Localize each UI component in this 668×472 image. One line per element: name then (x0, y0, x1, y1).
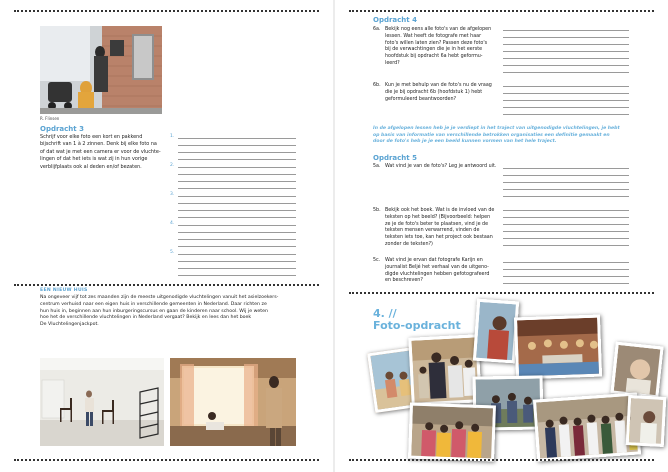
intro-paragraph (373, 126, 663, 146)
question-5b (373, 208, 503, 249)
answer-line[interactable] (178, 145, 296, 146)
box-line: hun huis in, beginnen aan hun inburgeringscursus en gaan de kinderen naar school. Wij je weten (40, 308, 268, 314)
section-number: 4. // (373, 307, 397, 320)
answer-line[interactable] (503, 86, 629, 87)
answer-number: 2. (170, 163, 175, 168)
question-line: digde vluchtelingen hebben gefotografeerd (385, 271, 490, 277)
question-number: 5b. (373, 208, 381, 213)
answer-line[interactable] (178, 152, 296, 153)
question-6b (373, 83, 503, 103)
answer-number: 5. (170, 250, 175, 255)
answer-line[interactable] (503, 30, 629, 31)
question-line: hoofdstuk bij opdracht 6a hebt geformu- (385, 54, 483, 60)
question-number: 5a. (373, 164, 381, 169)
baby-image (613, 345, 664, 398)
photo-empty-room-image (40, 358, 164, 446)
collage-photo-family-group (408, 334, 481, 406)
answer-line[interactable] (178, 225, 296, 226)
question-line: leerd? (385, 60, 400, 66)
question-line: journalist Beljé het verhaal van de uitgeno- (385, 264, 489, 270)
answer-line[interactable] (503, 37, 629, 38)
top-dotted-rule (14, 10, 319, 12)
photo-caption: R. Flinsen (40, 116, 60, 121)
question-line: foto's willen laten zien? Passen deze foto's (385, 40, 488, 46)
answer-line[interactable] (503, 231, 629, 232)
answer-line[interactable] (178, 174, 296, 175)
question-6a (373, 27, 503, 68)
answer-line[interactable] (503, 168, 629, 169)
collage-photo-large-family (533, 392, 641, 461)
celebration-image (517, 317, 602, 379)
question-line: teksten mensen verwarrend, vinden de (385, 228, 480, 234)
collage-photo-portrait (473, 299, 519, 364)
section-title: Foto-opdracht (373, 319, 461, 332)
opdracht3-title: Opdracht 3 (40, 125, 84, 133)
answer-line[interactable] (503, 72, 629, 73)
answer-line[interactable] (503, 269, 629, 270)
answer-line[interactable] (503, 217, 629, 218)
question-5c (373, 258, 503, 285)
answer-line[interactable] (503, 189, 629, 190)
answer-line[interactable] (503, 224, 629, 225)
answer-line[interactable] (503, 262, 629, 263)
answer-line[interactable] (178, 188, 296, 189)
answer-number: 3. (170, 192, 175, 197)
intro-line: In de afgelopen lessen heb je je verdiept in het traject van uitgenodigde vluchtelingen, je hebt (373, 126, 620, 131)
opdracht4-title: Opdracht 4 (373, 16, 417, 24)
answer-line[interactable] (178, 217, 296, 218)
opdracht5-title: Opdracht 5 (373, 154, 417, 162)
answer-line[interactable] (178, 254, 296, 255)
answer-line[interactable] (178, 159, 296, 160)
question-line: lessen. Wat heeft de fotografe met haar (385, 33, 482, 39)
answer-lines-5a (503, 168, 629, 204)
answer-line[interactable] (178, 246, 296, 247)
right-page (335, 0, 668, 472)
question-5a (373, 164, 513, 171)
answer-line[interactable] (503, 107, 629, 108)
opdracht3-line: bijschrift van 1 à 2 zinnen. Denk bij elke foto na (40, 141, 157, 148)
answer-lines-5b (503, 210, 629, 254)
box-line: centrum verhuisd naar een eigen huis in verschillende gemeenten in Nederland. Daar richten ze (40, 301, 267, 307)
photo-man-at-window (170, 358, 296, 446)
women-group-image (411, 406, 496, 462)
question-line: ze je de foto's beter te plaatsen, vind je de (385, 221, 489, 227)
answer-line[interactable] (503, 44, 629, 45)
photo-man-at-window-image (170, 358, 296, 446)
left-page (0, 0, 333, 472)
answer-line[interactable] (503, 114, 629, 115)
large-family-image (536, 395, 641, 461)
family-group-image (411, 337, 481, 406)
photo-family-at-door-image (40, 26, 162, 114)
collage-photo-baby (610, 342, 663, 399)
question-line: Bekijk ook het boek. Wat is de invloed van de (385, 208, 495, 213)
answer-line[interactable] (178, 203, 296, 204)
answer-number: 1. (170, 134, 175, 139)
answer-line[interactable] (503, 100, 629, 101)
answer-line[interactable] (503, 283, 629, 284)
answer-line[interactable] (178, 239, 296, 240)
question-line: geformuleerd beantwoorden? (385, 96, 457, 102)
answer-lines-6a (503, 30, 629, 78)
answer-lines-6b (503, 86, 629, 120)
answer-line[interactable] (178, 210, 296, 211)
photo-family-at-door (40, 26, 162, 114)
answer-line[interactable] (178, 261, 296, 262)
answer-line[interactable] (503, 51, 629, 52)
question-line: teksten iets toe, kan het project ook bestaan (385, 235, 493, 241)
opdracht3-answer-lines (170, 134, 296, 276)
photo-empty-room (40, 358, 164, 446)
box-text (40, 295, 320, 329)
question-line: Wat vind je van de foto's? Leg je antwoord uit. (385, 164, 497, 169)
top-dotted-rule (349, 10, 654, 12)
question-line: bij de verwachtingen die je in het eerste (385, 47, 483, 53)
box-line: hoe het de verschillende vluchtelingen in Nederland vergaat? Bekijk en lees dan het boek (40, 315, 252, 321)
question-line: die je bij opdracht 6b (hoofdstuk 1) hebt (385, 89, 483, 95)
intro-line: door de foto's heb je je een beeld kunnen vormen van het hele traject. (373, 139, 557, 145)
answer-line[interactable] (503, 175, 629, 176)
collage-photo-child (626, 395, 667, 447)
answer-line[interactable] (503, 245, 629, 246)
opdracht3-text (40, 134, 168, 171)
answer-line[interactable] (503, 58, 629, 59)
opdracht3-line: of dat wat je met een camera er voor de vluchte- (40, 148, 161, 155)
answer-line[interactable] (503, 65, 629, 66)
child-image (629, 398, 667, 447)
answer-line[interactable] (178, 196, 296, 197)
answer-line[interactable] (178, 268, 296, 269)
opdracht3-line: lingen of dat het iets is wat zij in hun vorige (40, 156, 148, 163)
question-line: zonder de teksten?) (385, 241, 433, 247)
section-dotted-rule (14, 284, 319, 286)
answer-line[interactable] (503, 182, 629, 183)
answer-line[interactable] (503, 238, 629, 239)
bottom-dotted-rule (14, 459, 319, 461)
question-number: 6b. (373, 83, 381, 88)
question-line: Bekijk nog eens alle foto's van de afgelopen (385, 27, 492, 32)
portrait-image (476, 302, 519, 364)
answer-line[interactable] (178, 275, 296, 276)
answer-line[interactable] (503, 276, 629, 277)
box-line: Na ongeveer vijf tot zes maanden zijn de meeste uitgenodigde vluchtelingen vanuit het asielzoekers- (40, 295, 279, 300)
question-line: Wat vind je ervan dat fotografe Karijn en (385, 258, 483, 263)
question-number: 5c. (373, 258, 381, 263)
question-line: teksten op het beeld? (Bijvoorbeeld: helpen (385, 214, 491, 220)
answer-line[interactable] (503, 196, 629, 197)
answer-line[interactable] (178, 138, 296, 139)
intro-line: op basis van informatie van verschillende betrokken organisaties een definitie gemaakt en (373, 132, 610, 138)
answer-line[interactable] (178, 181, 296, 182)
opdracht3-line: Schrijf voor elke foto een kort en pakkend (40, 134, 143, 140)
answer-lines-5c (503, 262, 629, 286)
answer-number: 4. (170, 221, 175, 226)
box-title: EEN NIEUW HUIS (40, 288, 88, 293)
answer-line[interactable] (178, 167, 296, 168)
box-line: De Vluchtelingenjackpot. (40, 322, 99, 328)
collage-photo-women-group (408, 403, 496, 462)
bottom-dotted-rule (349, 459, 654, 461)
opdracht3-line: verblijfplaats ook al deden en/of bezaten. (40, 163, 142, 170)
answer-line[interactable] (178, 232, 296, 233)
question-number: 6a. (373, 27, 381, 32)
section-dotted-rule (349, 292, 654, 294)
question-line: en beschreven? (385, 278, 423, 284)
answer-line[interactable] (503, 93, 629, 94)
collage-photo-celebration (514, 315, 602, 380)
question-line: Kun je met behulp van de foto's nu de vraag (385, 83, 492, 88)
answer-line[interactable] (503, 210, 629, 211)
